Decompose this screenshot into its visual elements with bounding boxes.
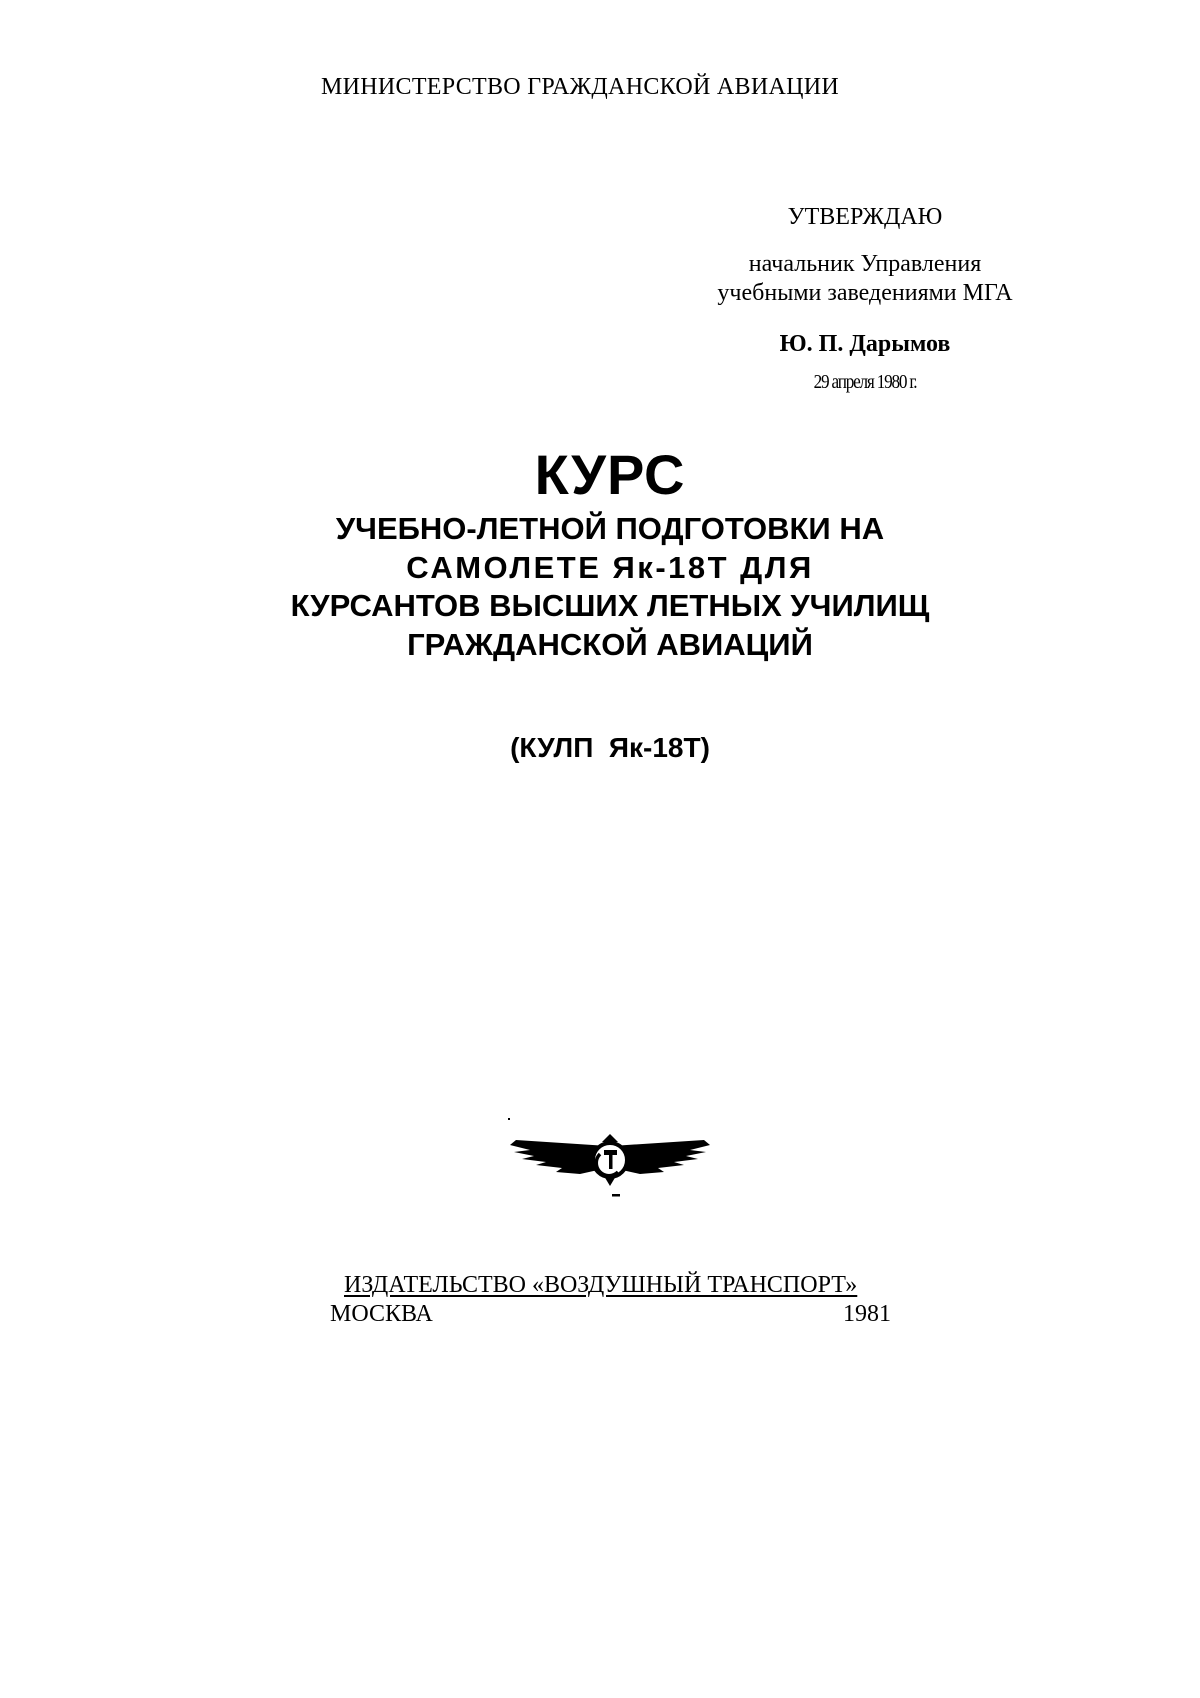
title-line-4: ГРАЖДАНСКОЙ АВИАЦИЙ: [407, 626, 813, 662]
title-line-3: КУРСАНТОВ ВЫСШИХ ЛЕТНЫХ УЧИЛИЩ: [290, 588, 930, 623]
title-main: КУРС: [534, 443, 686, 506]
approval-block: [690, 200, 1040, 397]
document-title: [0, 440, 1200, 664]
approver-position-line-1: начальник Управления: [748, 251, 982, 277]
document-abbreviation: (КУЛП Як-18Т): [510, 732, 710, 763]
title-line-1: УЧЕБНО-ЛЕТНОЙ ПОДГОТОВКИ НА: [335, 511, 885, 546]
title-line-2: САМОЛЕТЕ Як-18Т ДЛЯ: [406, 549, 814, 585]
ministry-header: МИНИСТЕРСТВО ГРАЖДАНСКОЙ АВИАЦИИ: [320, 74, 840, 100]
approval-date: 29 апреля 1980 г.: [813, 371, 917, 393]
publication-year: 1981: [843, 1301, 891, 1327]
aeroflot-wings-icon: [500, 1098, 720, 1208]
approver-position-line-2: учебными заведениями МГА: [717, 280, 1013, 306]
approver-name: Ю. П. Дарымов: [779, 331, 951, 357]
approve-word: УТВЕРЖДАЮ: [787, 204, 943, 230]
approver-position: [690, 250, 1040, 308]
publisher-name: ИЗДАТЕЛЬСТВО «ВОЗДУШНЫЙ ТРАНСПОРТ»: [344, 1272, 858, 1298]
publication-city: МОСКВА: [330, 1301, 433, 1327]
